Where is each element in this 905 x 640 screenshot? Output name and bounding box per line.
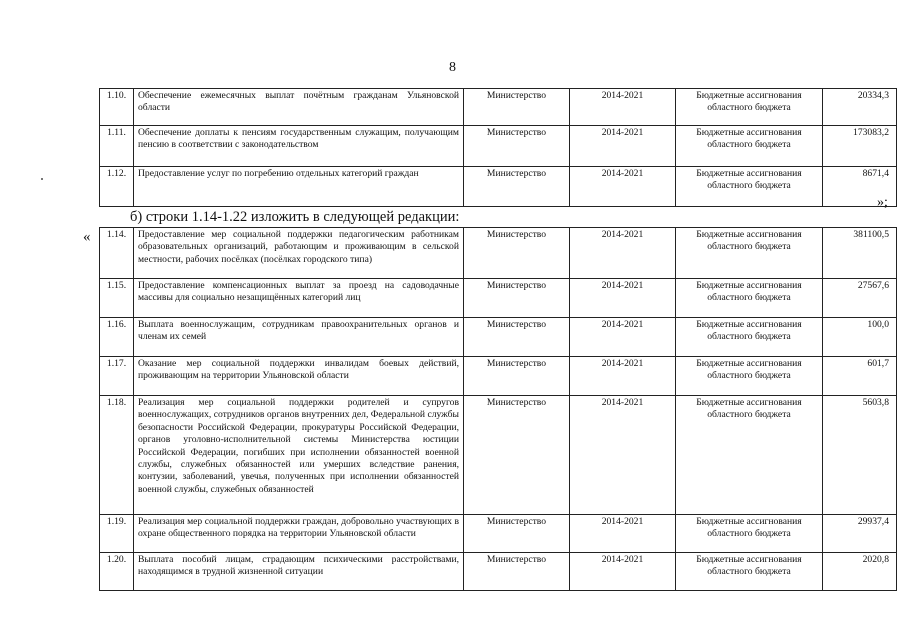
row-period: 2014-2021 [570, 89, 676, 126]
row-executor: Министерство [464, 357, 570, 396]
table-top [99, 88, 897, 207]
row-number: 1.14. [100, 228, 134, 279]
row-description: Реализация мер социальной поддержки граждан, добровольно участвующих в охране общественного порядка на территории Ульяновской области [134, 515, 464, 553]
table-row [100, 396, 897, 515]
row-executor: Министерство [464, 515, 570, 553]
row-description: Предоставление компенсационных выплат за проезд на садоводачные массивы для социально незащищённых категорий лиц [134, 279, 464, 318]
section-subheading: б) строки 1.14-1.22 изложить в следующей редакции: [130, 209, 460, 225]
row-executor: Министерство [464, 228, 570, 279]
row-executor: Министерство [464, 126, 570, 167]
table-row [100, 279, 897, 318]
row-period: 2014-2021 [570, 515, 676, 553]
row-description: Обеспечение ежемесячных выплат почётным гражданам Ульяновской области [134, 89, 464, 126]
row-funding-source: Бюджетные ассигнования областного бюджета [676, 167, 823, 207]
row-number: 1.15. [100, 279, 134, 318]
row-funding-source: Бюджетные ассигнования областного бюджета [676, 279, 823, 318]
row-number: 1.18. [100, 396, 134, 515]
row-funding-source: Бюджетные ассигнования областного бюджета [676, 89, 823, 126]
page-number: 8 [449, 60, 456, 75]
row-period: 2014-2021 [570, 553, 676, 591]
opening-quote: « [83, 229, 91, 245]
row-executor: Министерство [464, 553, 570, 591]
row-amount: 100,0 [823, 318, 897, 357]
table-bottom [99, 227, 897, 591]
row-number: 1.11. [100, 126, 134, 167]
row-funding-source: Бюджетные ассигнования областного бюджета [676, 396, 823, 515]
margin-mark [41, 178, 43, 180]
row-number: 1.19. [100, 515, 134, 553]
row-description: Оказание мер социальной поддержки инвалидам боевых действий, проживающим на территории Ульяновской области [134, 357, 464, 396]
row-period: 2014-2021 [570, 126, 676, 167]
table-row [100, 167, 897, 207]
row-number: 1.12. [100, 167, 134, 207]
row-amount: 381100,5 [823, 228, 897, 279]
row-executor: Министерство [464, 279, 570, 318]
row-amount: 27567,6 [823, 279, 897, 318]
row-description: Предоставление услуг по погребению отдельных категорий граждан [134, 167, 464, 207]
row-period: 2014-2021 [570, 318, 676, 357]
row-executor: Министерство [464, 167, 570, 207]
row-period: 2014-2021 [570, 357, 676, 396]
row-funding-source: Бюджетные ассигнования областного бюджета [676, 357, 823, 396]
row-funding-source: Бюджетные ассигнования областного бюджета [676, 126, 823, 167]
row-amount: 8671,4 [823, 167, 897, 207]
row-number: 1.10. [100, 89, 134, 126]
row-description: Обеспечение доплаты к пенсиям государственным служащим, получающим пенсию в соответствии с законодательством [134, 126, 464, 167]
row-description: Выплата военнослужащим, сотрудникам правоохранительных органов и членам их семей [134, 318, 464, 357]
row-funding-source: Бюджетные ассигнования областного бюджета [676, 318, 823, 357]
row-funding-source: Бюджетные ассигнования областного бюджета [676, 553, 823, 591]
row-amount: 2020,8 [823, 553, 897, 591]
table-row [100, 357, 897, 396]
row-period: 2014-2021 [570, 396, 676, 515]
table-row [100, 89, 897, 126]
table-row [100, 318, 897, 357]
row-funding-source: Бюджетные ассигнования областного бюджета [676, 515, 823, 553]
row-period: 2014-2021 [570, 279, 676, 318]
row-executor: Министерство [464, 396, 570, 515]
row-description: Реализация мер социальной поддержки родителей и супругов военнослужащих, сотрудников органов внутренних дел, Федеральной службы безопасности Российской Федерации, прокуратуры Российской Федерации, органов уголовно-исполнительной системы Министерства юстиции Российской Федерации, погибших при исполнении обязанностей военной службы, служебных обязанностей или умерших вследствие ранения, контузии, заболеваний, увечья, полученных при исполнении обязанностей военной службы, служебных обязанностей [134, 396, 464, 515]
closing-quote: »; [877, 195, 888, 210]
row-amount: 173083,2 [823, 126, 897, 167]
row-period: 2014-2021 [570, 167, 676, 207]
table-row [100, 126, 897, 167]
table-row [100, 515, 897, 553]
row-executor: Министерство [464, 318, 570, 357]
row-funding-source: Бюджетные ассигнования областного бюджета [676, 228, 823, 279]
row-amount: 20334,3 [823, 89, 897, 126]
row-number: 1.20. [100, 553, 134, 591]
row-description: Выплата пособий лицам, страдающим психическими расстройствами, находящимся в трудной жизненной ситуации [134, 553, 464, 591]
row-executor: Министерство [464, 89, 570, 126]
row-period: 2014-2021 [570, 228, 676, 279]
row-amount: 5603,8 [823, 396, 897, 515]
table-row [100, 228, 897, 279]
row-number: 1.17. [100, 357, 134, 396]
table-row [100, 553, 897, 591]
row-amount: 601,7 [823, 357, 897, 396]
row-number: 1.16. [100, 318, 134, 357]
row-description: Предоставление мер социальной поддержки педагогическим работникам образовательных организаций, работающим и проживающим в сельской местности, рабочих посёлках (посёлках городского типа) [134, 228, 464, 279]
row-amount: 29937,4 [823, 515, 897, 553]
